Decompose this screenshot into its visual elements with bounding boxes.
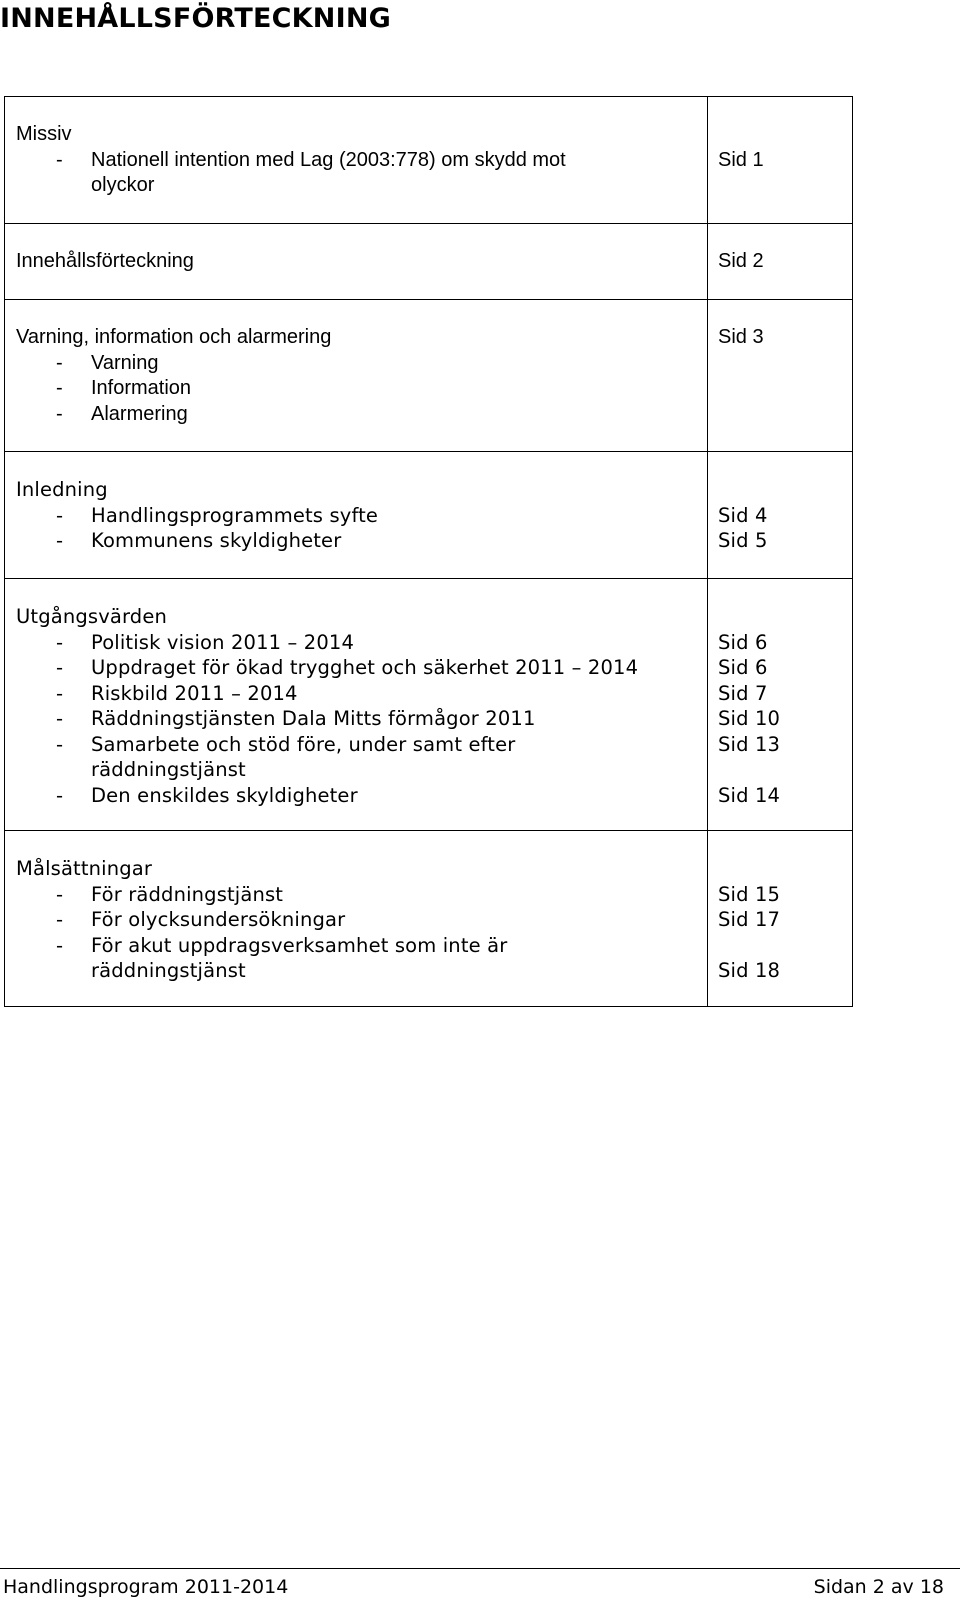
dash-marker: - xyxy=(56,402,63,425)
toc-cell-page xyxy=(708,300,853,452)
toc-cell-title xyxy=(5,452,708,579)
toc-subitem xyxy=(16,148,707,174)
toc-subitem-text: Samarbete och stöd före, under samt efter xyxy=(91,732,516,756)
dash-marker: - xyxy=(56,503,64,527)
toc-subitem xyxy=(16,783,707,809)
toc-page-ref: Sid 3 xyxy=(718,326,764,348)
toc-page-ref: Sid 10 xyxy=(718,707,781,730)
toc-subitem xyxy=(16,503,707,529)
toc-subitem-text: Nationell intention med Lag (2003:778) om skydd mot xyxy=(91,148,566,171)
toc-cell-title xyxy=(5,97,708,224)
toc-table xyxy=(4,96,853,1007)
toc-subitem-text: För akut uppdragsverksamhet som inte är xyxy=(91,933,508,957)
footer-document-name: Handlingsprogram 2011-2014 xyxy=(3,1576,289,1598)
dash-marker: - xyxy=(56,908,64,931)
toc-cell-page xyxy=(708,452,853,579)
toc-heading: Varning, information och alarmering xyxy=(16,326,332,348)
toc-page-ref: Sid 18 xyxy=(718,959,781,982)
dash-marker: - xyxy=(56,681,64,705)
toc-subitem xyxy=(16,630,707,656)
toc-heading: Missiv xyxy=(16,123,72,145)
toc-subitem-text: Kommunens skyldigheter xyxy=(91,529,342,552)
dash-marker: - xyxy=(56,707,64,730)
toc-subitem-text: Politisk vision 2011 – 2014 xyxy=(91,630,355,654)
toc-subitem xyxy=(16,907,707,933)
toc-cell-title xyxy=(5,224,708,300)
toc-page-ref: Sid 15 xyxy=(718,882,781,906)
toc-cell-page xyxy=(708,224,853,300)
toc-page-ref: Sid 1 xyxy=(718,148,764,171)
toc-subitem-text: Varning xyxy=(91,351,159,374)
toc-subitem-text: Uppdraget för ökad trygghet och säkerhet 2011 – 2014 xyxy=(91,656,639,679)
toc-page-ref: Sid 17 xyxy=(718,908,781,931)
toc-row-varning xyxy=(5,300,853,452)
toc-cell-title xyxy=(5,300,708,452)
toc-page-ref: Sid 2 xyxy=(718,250,764,272)
toc-subitem-continuation: räddningstjänst xyxy=(91,959,246,982)
toc-subitem xyxy=(16,351,707,377)
toc-subitem xyxy=(16,681,707,707)
footer-page-number: Sidan 2 av 18 xyxy=(813,1576,944,1598)
toc-heading: Målsättningar xyxy=(16,857,153,880)
toc-subitem-continuation: räddningstjänst xyxy=(91,758,246,781)
toc-subitem-text: För olycksundersökningar xyxy=(91,908,346,931)
toc-row-utgangsvarden xyxy=(5,579,853,831)
toc-subitem-text: Den enskildes skyldigheter xyxy=(91,783,358,807)
dash-marker: - xyxy=(56,882,64,906)
dash-marker: - xyxy=(56,732,64,756)
toc-subitem xyxy=(16,933,707,959)
toc-page-ref: Sid 6 xyxy=(718,630,768,654)
toc-row-missiv xyxy=(5,97,853,224)
toc-cell-page xyxy=(708,97,853,224)
toc-cell-title xyxy=(5,579,708,831)
toc-page-ref: Sid 7 xyxy=(718,681,768,705)
dash-marker: - xyxy=(56,783,64,807)
toc-subitem xyxy=(16,732,707,758)
toc-cell-page xyxy=(708,579,853,831)
dash-marker: - xyxy=(56,148,63,171)
toc-cell-title xyxy=(5,831,708,1007)
dash-marker: - xyxy=(56,933,64,957)
toc-heading: Innehållsförteckning xyxy=(16,250,194,272)
toc-subitem xyxy=(16,376,707,402)
toc-cell-page xyxy=(708,831,853,1007)
toc-subitem xyxy=(16,655,707,681)
toc-subitem xyxy=(16,528,707,554)
toc-subitem-text: Handlingsprogrammets syfte xyxy=(91,503,379,527)
dash-marker: - xyxy=(56,630,64,654)
toc-row-innehall xyxy=(5,224,853,300)
toc-subitem xyxy=(16,882,707,908)
toc-page-ref: Sid 14 xyxy=(718,783,781,807)
toc-page-ref: Sid 4 xyxy=(718,503,768,527)
page-footer xyxy=(0,1568,960,1599)
dash-marker: - xyxy=(56,529,64,552)
toc-subitem xyxy=(16,402,707,428)
toc-subitem-text: Alarmering xyxy=(91,402,188,425)
dash-marker: - xyxy=(56,351,63,374)
toc-row-inledning xyxy=(5,452,853,579)
toc-subitem-continuation: olyckor xyxy=(91,174,155,196)
toc-subitem-text: Information xyxy=(91,377,192,399)
toc-subitem-text: Räddningstjänsten Dala Mitts förmågor 2011 xyxy=(91,707,536,730)
dash-marker: - xyxy=(56,377,63,399)
toc-subitem-text: För räddningstjänst xyxy=(91,882,284,906)
toc-heading: Utgångsvärden xyxy=(16,605,167,628)
toc-row-malsattningar xyxy=(5,831,853,1007)
toc-subitem xyxy=(16,706,707,732)
dash-marker: - xyxy=(56,656,64,679)
toc-page-ref: Sid 6 xyxy=(718,656,768,679)
page-title: INNEHÅLLSFÖRTECKNING xyxy=(0,3,392,34)
toc-page-ref: Sid 5 xyxy=(718,529,768,552)
toc-page-ref: Sid 13 xyxy=(718,732,781,756)
toc-subitem-text: Riskbild 2011 – 2014 xyxy=(91,681,298,705)
toc-heading: Inledning xyxy=(16,478,108,501)
